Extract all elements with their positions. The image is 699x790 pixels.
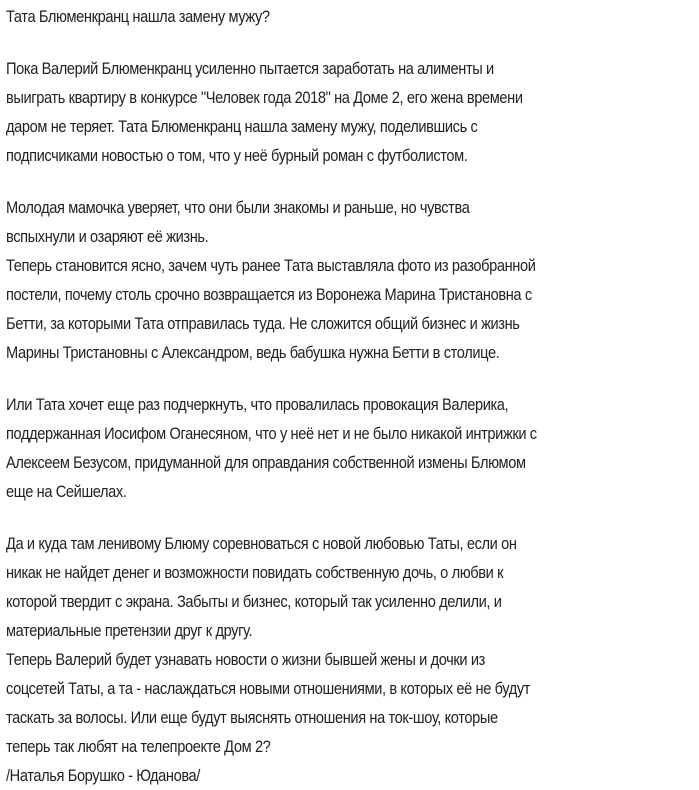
paragraph-4 — [6, 529, 695, 790]
author-signature: /Наталья Борушко - Юданова/ — [6, 766, 200, 785]
paragraph-3 — [6, 390, 695, 506]
paragraph-gap — [6, 506, 695, 529]
text-line: которой твердит с экрана. Забыты и бизнес, который так усиленно делили, и — [6, 592, 502, 611]
paragraph-gap — [6, 367, 695, 390]
text-line: вспыхнули и озаряют её жизнь. — [6, 227, 209, 246]
text-line: поддержанная Иосифом Оганесяном, что у неё нет и не было никакой интрижки с — [6, 424, 537, 443]
text-line: таскать за волосы. Или еще будут выяснять отношения на ток-шоу, которые — [6, 708, 498, 727]
text-line: Теперь Валерий будет узнавать новости о жизни бывшей жены и дочки из — [6, 650, 485, 669]
text-line: Пока Валерий Блюменкранц усиленно пытается заработать на алименты и — [6, 59, 494, 78]
text-line: Алексеем Безусом, придуманной для оправдания собственной измены Блюмом — [6, 453, 526, 472]
text-line: подписчиками новостью о том, что у неё бурный роман с футболистом. — [6, 146, 468, 165]
text-line: Да и куда там ленивому Блюму соревноваться с новой любовью Таты, если он — [6, 534, 517, 553]
text-line: постели, почему столь срочно возвращается из Воронежа Марина Тристановна с — [6, 285, 532, 304]
text-line: Бетти, за которыми Тата отправилась туда. Не сложится общий бизнес и жизнь — [6, 314, 520, 333]
paragraph-gap — [6, 170, 695, 193]
text-line: Или Тата хочет еще раз подчеркнуть, что провалилась провокация Валерика, — [6, 395, 509, 414]
text-line: никак не найдет денег и возможности повидать собственную дочь, о любви к — [6, 563, 504, 582]
text-line: Марины Тристановны с Александром, ведь бабушка нужна Бетти в столице. — [6, 343, 500, 362]
text-line: еще на Сейшелах. — [6, 482, 127, 501]
text-line: теперь так любят на телепроекте Дом 2? — [6, 737, 271, 756]
paragraph-1 — [6, 54, 695, 170]
paragraph-2 — [6, 193, 695, 367]
paragraph-gap — [6, 31, 695, 54]
text-line: соцсетей Таты, а та - наслаждаться новыми отношениями, в которых её не будут — [6, 679, 531, 698]
text-line: материальные претензии друг к другу. — [6, 621, 253, 640]
article-title: Тата Блюменкранц нашла замену мужу? — [6, 7, 270, 26]
text-line: выиграть квартиру в конкурсе "Человек года 2018" на Доме 2, его жена времени — [6, 88, 523, 107]
text-line: Молодая мамочка уверяет, что они были знакомы и раньше, но чувства — [6, 198, 470, 217]
text-line: Теперь становится ясно, зачем чуть ранее Тата выставляла фото из разобранной — [6, 256, 536, 275]
text-line: даром не теряет. Тата Блюменкранц нашла замену мужу, поделившись с — [6, 117, 478, 136]
